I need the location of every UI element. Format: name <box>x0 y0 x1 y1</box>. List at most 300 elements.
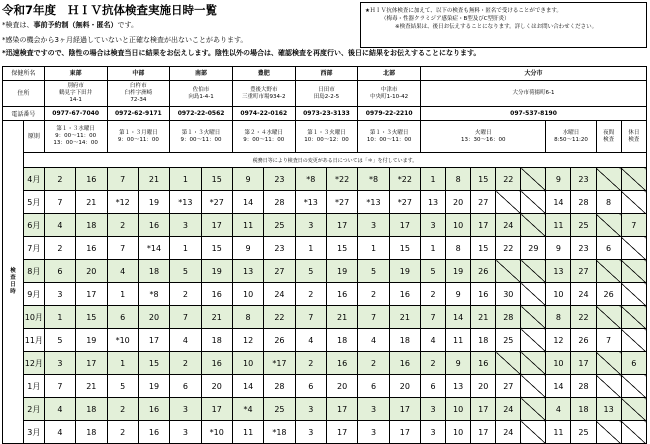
exam-date-cell: 2 <box>421 352 446 375</box>
exam-date-cell: 9 <box>546 237 571 260</box>
exam-date-cell: 14 <box>546 375 571 398</box>
exam-date-cell: 3 <box>44 283 75 306</box>
month-label: 3月 <box>23 421 44 444</box>
phone-oita: 097-537-8190 <box>421 107 647 121</box>
exam-date-cell: 8 <box>546 306 571 329</box>
sched-west: 第１・３火曜日 10：00～12：00 <box>295 121 358 153</box>
exam-date-cell: 26 <box>596 283 621 306</box>
exam-date-cell: 16 <box>389 352 420 375</box>
exam-date-cell: 28 <box>571 375 596 398</box>
exam-date-cell: *18 <box>264 421 295 444</box>
exam-date-cell <box>621 191 646 214</box>
exam-date-cell: 2 <box>170 352 201 375</box>
month-row <box>3 398 647 421</box>
exam-date-cell: 18 <box>471 329 496 352</box>
exam-date-cell: 17 <box>471 421 496 444</box>
page-title: 令和7年度 ＨＩＶ抗体検査実施日時一覧 <box>2 3 217 17</box>
principle-row <box>3 121 647 153</box>
exam-date-cell: 28 <box>264 375 295 398</box>
exam-date-cell: 16 <box>201 283 232 306</box>
month-label: 9月 <box>23 283 44 306</box>
month-row <box>3 352 647 375</box>
exam-date-cell: 2 <box>295 352 326 375</box>
note-reservation: *検査は、事前予約制（無料・匿名）です。 <box>2 21 138 29</box>
exam-date-cell: 4 <box>170 329 201 352</box>
exam-date-cell: 17 <box>201 398 232 421</box>
exam-date-cell: 11 <box>546 421 571 444</box>
exam-date-cell: 10 <box>546 352 571 375</box>
tax-note: 税務日等により検査日の変更がある日については「＊」を付しています。 <box>23 153 646 168</box>
exam-date-cell: 2 <box>170 283 201 306</box>
exam-date-cell: 18 <box>76 398 107 421</box>
exam-date-cell: *27 <box>326 191 357 214</box>
exam-date-cell: 5 <box>107 375 138 398</box>
exam-date-cell <box>596 214 621 237</box>
exam-date-cell: 17 <box>76 352 107 375</box>
exam-date-cell: 18 <box>76 421 107 444</box>
exam-date-cell: 26 <box>471 260 496 283</box>
exam-date-cell: 11 <box>232 421 263 444</box>
address-east: 別府市 鶴見字下田井 14-1 <box>44 81 107 107</box>
month-row <box>3 168 647 191</box>
exam-date-cell: 27 <box>471 191 496 214</box>
exam-date-cell: 21 <box>201 306 232 329</box>
sched-central: 第１・３月曜日 9：00～11：00 <box>107 121 170 153</box>
exam-date-cell: 23 <box>571 168 596 191</box>
exam-date-cell: 20 <box>446 191 471 214</box>
month-row <box>3 421 647 444</box>
exam-date-cell: 4 <box>421 329 446 352</box>
exam-date-cell: *14 <box>138 237 169 260</box>
exam-date-cell: 17 <box>326 421 357 444</box>
exam-date-cell: 6 <box>44 260 75 283</box>
exam-date-cell: 17 <box>138 329 169 352</box>
month-row <box>3 237 647 260</box>
exam-date-cell: 1 <box>170 237 201 260</box>
exam-date-cell: 19 <box>201 260 232 283</box>
exam-date-cell <box>496 191 521 214</box>
exam-date-cell <box>596 168 621 191</box>
exam-date-cell: 1 <box>107 352 138 375</box>
exam-date-cell: 3 <box>170 214 201 237</box>
month-row <box>3 375 647 398</box>
exam-date-cell: 1 <box>44 306 75 329</box>
exam-date-cell: 7 <box>170 306 201 329</box>
exam-date-cell: 17 <box>76 283 107 306</box>
exam-date-cell: 18 <box>326 329 357 352</box>
exam-date-cell: 6 <box>107 306 138 329</box>
exam-date-cell: *17 <box>264 352 295 375</box>
exam-date-cell: 6 <box>596 237 621 260</box>
exam-date-cell: 2 <box>358 352 389 375</box>
office-east: 東部 <box>44 67 107 81</box>
exam-date-cell: 22 <box>264 306 295 329</box>
exam-date-cell: 14 <box>546 191 571 214</box>
exam-date-cell: 30 <box>496 283 521 306</box>
exam-date-cell: 9 <box>546 168 571 191</box>
exam-date-cell: *27 <box>389 191 420 214</box>
exam-date-cell: 12 <box>232 329 263 352</box>
exam-date-cell: 20 <box>76 260 107 283</box>
exam-date-cell: 18 <box>571 398 596 421</box>
exam-date-cell: 3 <box>358 398 389 421</box>
exam-date-cell: 16 <box>471 352 496 375</box>
exam-date-cell: 21 <box>76 191 107 214</box>
sched-oita-holiday: 休日 検査 <box>621 121 646 153</box>
exam-date-cell: 24 <box>496 214 521 237</box>
office-hohi: 豊肥 <box>232 67 295 81</box>
address-west: 日田市 田島2-2-5 <box>295 81 358 107</box>
exam-date-cell <box>521 306 546 329</box>
month-row <box>3 191 647 214</box>
office-north: 北部 <box>358 67 421 81</box>
exam-date-cell: 6 <box>421 375 446 398</box>
exam-date-cell: 19 <box>389 260 420 283</box>
schedule-side-label: 検 査 日 時 <box>3 121 24 444</box>
month-label: 5月 <box>23 191 44 214</box>
principle-label: 原則 <box>23 121 44 153</box>
exam-date-cell: 17 <box>389 214 420 237</box>
exam-date-cell: 3 <box>358 421 389 444</box>
note-window-period: *感染の機会から3ヶ月経過していないと正確な検査が出ないことがあります。 <box>2 36 248 44</box>
month-label: 8月 <box>23 260 44 283</box>
exam-date-cell <box>521 191 546 214</box>
exam-date-cell: 15 <box>201 237 232 260</box>
exam-date-cell: *13 <box>358 191 389 214</box>
exam-date-cell: 16 <box>389 283 420 306</box>
exam-date-cell: 14 <box>446 306 471 329</box>
exam-date-cell: 16 <box>326 352 357 375</box>
exam-date-cell <box>621 283 646 306</box>
exam-date-cell: 4 <box>295 329 326 352</box>
exam-date-cell: 26 <box>264 329 295 352</box>
exam-date-cell: 7 <box>295 306 326 329</box>
address-row <box>3 81 647 107</box>
exam-date-cell: 1 <box>107 283 138 306</box>
sched-east: 第１・３水曜日 9：00～11：00 13：00～14：00 <box>44 121 107 153</box>
exam-date-cell: 24 <box>496 421 521 444</box>
phone-west: 0973-23-3133 <box>295 107 358 121</box>
address-label: 住所 <box>3 81 45 107</box>
exam-date-cell: 26 <box>571 329 596 352</box>
sched-oita-night: 夜間 検査 <box>596 121 621 153</box>
exam-date-cell: 10 <box>232 352 263 375</box>
exam-date-cell: 21 <box>76 375 107 398</box>
exam-date-cell: 15 <box>138 352 169 375</box>
exam-date-cell <box>621 398 646 421</box>
month-row <box>3 214 647 237</box>
month-label: 1月 <box>23 375 44 398</box>
exam-date-cell <box>521 260 546 283</box>
exam-date-cell: 22 <box>496 168 521 191</box>
exam-date-cell: *8 <box>358 168 389 191</box>
exam-date-cell <box>621 329 646 352</box>
exam-date-cell: *4 <box>232 398 263 421</box>
exam-date-cell: 20 <box>471 375 496 398</box>
exam-date-cell: 28 <box>264 191 295 214</box>
exam-date-cell: 4 <box>546 398 571 421</box>
exam-date-cell: 28 <box>496 306 521 329</box>
month-row <box>3 329 647 352</box>
exam-date-cell: *13 <box>295 191 326 214</box>
exam-date-cell: 8 <box>446 237 471 260</box>
other-tests-line: ★ＨＩＶ抗体検査に加えて、以下の検査も無料・匿名で受けることができます。 <box>365 8 562 14</box>
exam-date-cell: 10 <box>232 283 263 306</box>
exam-date-cell: 21 <box>138 168 169 191</box>
exam-date-cell <box>621 375 646 398</box>
exam-date-cell: 9 <box>232 237 263 260</box>
exam-date-cell: 2 <box>107 214 138 237</box>
exam-date-cell <box>496 352 521 375</box>
exam-date-cell: 16 <box>138 214 169 237</box>
exam-date-cell: 2 <box>107 398 138 421</box>
exam-date-cell: 17 <box>471 214 496 237</box>
sched-south: 第１・３火曜日 9：00～11：00 <box>170 121 233 153</box>
exam-date-cell: 16 <box>138 421 169 444</box>
exam-date-cell: 2 <box>421 283 446 306</box>
exam-date-cell: 7 <box>107 168 138 191</box>
address-central: 臼杵市 臼杵字洲崎 72-34 <box>107 81 170 107</box>
exam-date-cell: 10 <box>446 398 471 421</box>
exam-date-cell: 3 <box>170 421 201 444</box>
month-label: 4月 <box>23 168 44 191</box>
exam-date-cell <box>596 306 621 329</box>
address-hohi: 豊後大野市 三重町市場934-2 <box>232 81 295 107</box>
exam-date-cell <box>521 375 546 398</box>
exam-date-cell: 19 <box>326 260 357 283</box>
exam-date-cell: 5 <box>44 329 75 352</box>
exam-date-cell: 18 <box>138 260 169 283</box>
office-south: 南部 <box>170 67 233 81</box>
exam-date-cell: 17 <box>389 398 420 421</box>
phone-south: 0972-22-0562 <box>170 107 233 121</box>
exam-date-cell <box>521 398 546 421</box>
exam-date-cell: 22 <box>571 306 596 329</box>
exam-date-cell: 27 <box>264 260 295 283</box>
exam-date-cell: 2 <box>44 168 75 191</box>
exam-date-cell: 14 <box>232 375 263 398</box>
exam-date-cell: 19 <box>138 191 169 214</box>
exam-date-cell: 16 <box>76 237 107 260</box>
exam-date-cell <box>596 260 621 283</box>
exam-date-cell: 1 <box>421 168 446 191</box>
exam-date-cell: 6 <box>295 375 326 398</box>
exam-date-cell: 3 <box>421 398 446 421</box>
month-label: 2月 <box>23 398 44 421</box>
office-label: 保健所名 <box>3 67 45 81</box>
month-row <box>3 306 647 329</box>
exam-date-cell: 15 <box>201 168 232 191</box>
exam-date-cell: 17 <box>326 214 357 237</box>
exam-date-cell: 11 <box>546 214 571 237</box>
exam-date-cell: 4 <box>107 260 138 283</box>
exam-date-cell: 19 <box>446 260 471 283</box>
exam-date-cell: 13 <box>596 398 621 421</box>
exam-date-cell: 29 <box>521 237 546 260</box>
exam-date-cell: 15 <box>326 237 357 260</box>
office-central: 中部 <box>107 67 170 81</box>
exam-date-cell: *22 <box>326 168 357 191</box>
address-north: 中津市 中央町1-10-42 <box>358 81 421 107</box>
exam-date-cell: *27 <box>201 191 232 214</box>
exam-date-cell: 11 <box>446 329 471 352</box>
exam-date-cell: 19 <box>138 375 169 398</box>
exam-date-cell: 6 <box>358 375 389 398</box>
exam-date-cell: 18 <box>201 329 232 352</box>
exam-date-cell: 1 <box>358 237 389 260</box>
exam-date-cell: 23 <box>571 237 596 260</box>
phone-north: 0979-22-2210 <box>358 107 421 121</box>
notes <box>2 18 362 48</box>
exam-date-cell: 15 <box>389 237 420 260</box>
exam-date-cell: 16 <box>201 352 232 375</box>
exam-date-cell: 3 <box>421 214 446 237</box>
phone-label: 電話番号 <box>3 107 45 121</box>
exam-date-cell <box>596 352 621 375</box>
exam-date-cell: 3 <box>295 214 326 237</box>
exam-date-cell: 3 <box>421 421 446 444</box>
phone-hohi: 0974-22-0162 <box>232 107 295 121</box>
exam-date-cell: *13 <box>170 191 201 214</box>
exam-date-cell: 20 <box>201 375 232 398</box>
exam-date-cell <box>521 329 546 352</box>
exam-date-cell <box>596 421 621 444</box>
exam-date-cell <box>521 352 546 375</box>
exam-date-cell: 16 <box>138 398 169 421</box>
address-oita: 大分市荷揚町6-1 <box>421 81 647 107</box>
month-row <box>3 260 647 283</box>
sched-north: 第１・３火曜日 10：00～11：00 <box>358 121 421 153</box>
exam-date-cell: *8 <box>138 283 169 306</box>
exam-date-cell: 20 <box>389 375 420 398</box>
exam-date-cell: 23 <box>264 237 295 260</box>
exam-date-cell: 9 <box>446 283 471 306</box>
exam-date-cell: *12 <box>107 191 138 214</box>
exam-date-cell <box>621 168 646 191</box>
phone-row <box>3 107 647 121</box>
exam-date-cell: 16 <box>471 283 496 306</box>
exam-date-cell <box>596 375 621 398</box>
schedule-table <box>2 66 647 444</box>
exam-date-cell: 15 <box>471 168 496 191</box>
exam-date-cell: 3 <box>295 421 326 444</box>
exam-date-cell: 7 <box>358 306 389 329</box>
exam-date-cell <box>521 421 546 444</box>
exam-date-cell: 28 <box>571 191 596 214</box>
address-south: 佐伯市 向島1-4-1 <box>170 81 233 107</box>
exam-date-cell: 17 <box>471 398 496 421</box>
exam-date-cell: 27 <box>571 260 596 283</box>
exam-date-cell: 11 <box>232 214 263 237</box>
exam-date-cell <box>521 214 546 237</box>
exam-date-cell: 17 <box>389 421 420 444</box>
exam-date-cell: 24 <box>571 283 596 306</box>
exam-date-cell: 5 <box>421 260 446 283</box>
exam-date-cell: 9 <box>232 168 263 191</box>
month-label: 6月 <box>23 214 44 237</box>
exam-date-cell: 3 <box>44 352 75 375</box>
exam-date-cell: 13 <box>546 260 571 283</box>
exam-date-cell: 1 <box>170 168 201 191</box>
exam-date-cell: 3 <box>295 398 326 421</box>
exam-date-cell: 25 <box>264 214 295 237</box>
exam-date-cell: 9 <box>446 352 471 375</box>
other-tests-box <box>360 2 647 48</box>
exam-date-cell: 7 <box>421 306 446 329</box>
exam-date-cell: 18 <box>76 214 107 237</box>
exam-date-cell: 3 <box>358 214 389 237</box>
exam-date-cell: 8 <box>232 306 263 329</box>
exam-date-cell <box>496 260 521 283</box>
exam-date-cell: 1 <box>295 237 326 260</box>
exam-date-cell: 7 <box>596 329 621 352</box>
exam-date-cell: 2 <box>358 283 389 306</box>
exam-date-cell: 7 <box>44 191 75 214</box>
exam-date-cell: 17 <box>326 398 357 421</box>
exam-date-cell: 8 <box>446 168 471 191</box>
exam-date-cell: 13 <box>421 191 446 214</box>
note-rapid-test: *迅速検査ですので、陰性の場合は検査当日に結果をお伝えします。陰性以外の場合は、確認検査を再度行い、後日に結果をお伝えすることになります。 <box>2 49 481 57</box>
exam-date-cell <box>621 237 646 260</box>
sched-oita-wed: 水曜日 8:50～11:20 <box>546 121 596 153</box>
exam-date-cell: 13 <box>446 375 471 398</box>
exam-date-cell: 25 <box>571 421 596 444</box>
exam-date-cell <box>621 260 646 283</box>
exam-date-cell: 20 <box>326 375 357 398</box>
exam-date-cell: 5 <box>295 260 326 283</box>
exam-date-cell: 19 <box>76 329 107 352</box>
exam-date-cell: 6 <box>621 352 646 375</box>
sched-hohi: 第２・４水曜日 9：00～11：00 <box>232 121 295 153</box>
exam-date-cell: 18 <box>389 329 420 352</box>
exam-date-cell: 21 <box>471 306 496 329</box>
exam-date-cell <box>521 168 546 191</box>
exam-date-cell: 3 <box>170 398 201 421</box>
exam-date-cell: 25 <box>264 398 295 421</box>
exam-date-cell: 7 <box>621 214 646 237</box>
month-row <box>3 283 647 306</box>
exam-date-cell: 23 <box>264 168 295 191</box>
month-label: 12月 <box>23 352 44 375</box>
exam-date-cell: 15 <box>471 237 496 260</box>
exam-date-cell: *10 <box>201 421 232 444</box>
other-tests-result-note: ※検査結果は、後日お伝えすることになります。詳しくはお問い合わせください。 <box>395 24 598 30</box>
exam-date-cell: 27 <box>496 375 521 398</box>
exam-date-cell: 2 <box>107 421 138 444</box>
exam-date-cell: 5 <box>170 260 201 283</box>
exam-date-cell: 17 <box>201 214 232 237</box>
exam-date-cell: 15 <box>76 306 107 329</box>
phone-east: 0977-67-7040 <box>44 107 107 121</box>
exam-date-cell: 2 <box>295 283 326 306</box>
sched-oita-tue: 火曜日 13：30～16：00 <box>421 121 546 153</box>
tax-note-row <box>3 153 647 168</box>
exam-date-cell: 4 <box>44 214 75 237</box>
month-label: 10月 <box>23 306 44 329</box>
phone-central: 0972-62-9171 <box>107 107 170 121</box>
exam-date-cell: 10 <box>446 214 471 237</box>
exam-date-cell: 6 <box>170 375 201 398</box>
other-tests-list: （梅毒・性器クラミジア感染症・B型及びC型肝炎） <box>381 16 510 22</box>
exam-date-cell: 25 <box>571 214 596 237</box>
exam-date-cell: 24 <box>264 283 295 306</box>
exam-date-cell <box>621 306 646 329</box>
exam-date-cell: 4 <box>44 398 75 421</box>
exam-date-cell: 10 <box>446 421 471 444</box>
office-oita: 大分市 <box>421 67 647 81</box>
exam-date-cell: *8 <box>295 168 326 191</box>
exam-date-cell: 4 <box>358 329 389 352</box>
